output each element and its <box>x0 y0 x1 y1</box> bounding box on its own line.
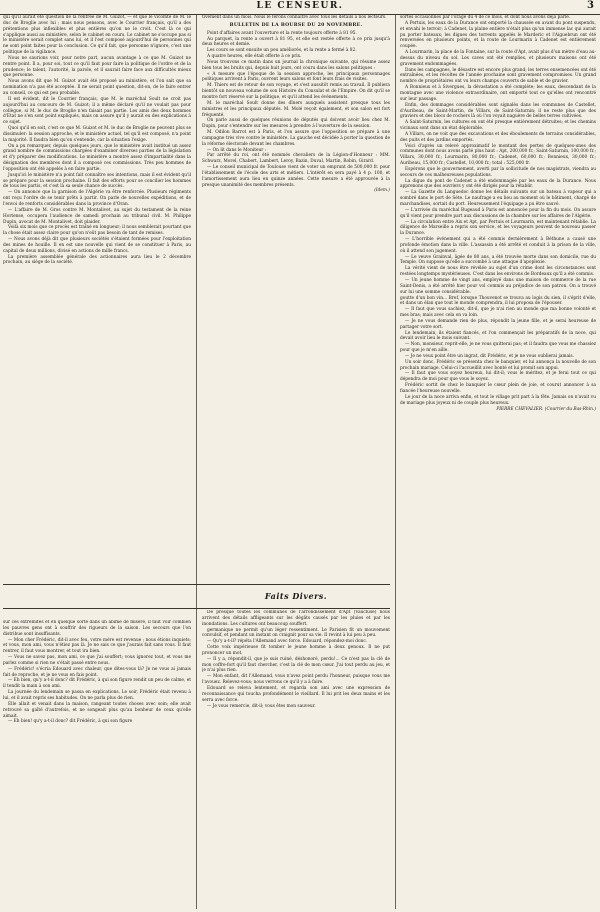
paragraph: Au parquet, la rente a ouvert à 81 95, et elle est restée offerte à ce prix jusqu'à deux heures et demie. <box>202 36 390 48</box>
masthead <box>0 0 600 15</box>
paragraph: — Le conseil municipal de Toulouse vient de voter un emprunt de 500,000 fr. pour l'établissement de l'école des arts et métiers. L'intérêt en sera payé à 4 p. 100, et l'amortissement aura lieu en quinze années. Cette mesure a été approuvée à la presque unanimité des membres présents. <box>202 165 390 188</box>
paragraph: A Villars, on ne voit que des excavations et des éboulements de terrains considérables, des puits et des jardins emportés. <box>400 131 596 143</box>
paragraph: Voici d'après un relevé approximatif le montant des pertes de quelques-unes des communes dont nous avons parlé plus haut : Apt, 200,000 fr.; Saint-Saturnin, 100,000 fr.; Villars, 30,000 fr.; Lourmarin, 80,000 fr.; Cadenet, 60,000 fr.; Bonnieux, 30,000 fr.; Auribeau, 15,000 fr.; Castellet, 10,000 fr.; total : 525,000 fr. <box>400 143 596 167</box>
bourse-heading: BULLETIN DE LA BOURSE DU 20 NOVEMBRE. <box>229 22 363 28</box>
paragraph: Nous trouvons ce matin dans un journal la chronique suivante, qui résume assez bien tous les bruits qui, depuis huit jours, ont couru dans les salons politiques : <box>202 59 390 71</box>
paragraph: sortes occasionnés par l'orage du 4 de ce mois, et dont nous avons déjà parlé. <box>400 15 571 20</box>
paragraph: — Le veuve Grainval, âgée de 80 ans, a été trouvée morte dans son domicile, rue du Temple. On suppose qu'elle a succombé à une attaque d'apoplexie. <box>400 254 596 266</box>
paragraph: — On lit dans le Moniteur : <box>207 147 267 153</box>
paragraph: Enfin, des dommages considérables sont signalés dans les communes de Castellet, d'Auribeau, de Saint-Martin, de Villars, de Saint-Saturnin; il ne reste plus que des graviers et des blocs de rochers là où l'on voyait naguère de belles terres cultivées. <box>400 102 596 120</box>
column-divider <box>395 15 396 909</box>
paragraph: — Il y a, répondit-il, que je suis ruiné, déshonoré, perdu!... Ce n'est pas la clé de mon coffre-fort qu'il faut chercher, c'est la clé de mon cœur. J'ai tout perdu au jeu, et je n'ai plus rien. <box>202 656 390 674</box>
paragraph: Espérons que le gouvernement, averti par la sollicitude de nos magistrats, viendra au secours de ces malheureuses populations. <box>400 166 596 178</box>
paragraph: — Frédéric! s'écria Edouard avec chaleur, que dites-vous là? Je ne vous ai jamais fait de reproche, et je ne vous en fais point. <box>3 666 191 678</box>
paragraph: — L'horrible événement qui a été commis dernièrement à Béthune a causé une profonde émotion dans la ville. L'assassin a été arrêté et conduit à la prison de la ville, où il attend son jugement. <box>400 237 596 254</box>
newspaper-title: LE CENSEUR. <box>256 1 344 11</box>
paragraph: — Je vous remercie, dit-il; vous êtes mon sauveur. <box>207 703 316 709</box>
paragraph: M. Odilon Barrot est à Paris, et l'on assure que l'opposition se prépare à une campagne très vive contre le ministère. La gauche est décidée à porter la question de la réforme électorale devant les chambres. <box>202 130 390 147</box>
column-3 <box>400 15 596 909</box>
paragraph: Elle allait et venait dans la maison, rangeant toutes choses avec soin; elle avait retrouvé sa gaîté d'autrefois, et ne songeait plus qu'au bonheur de ceux qu'elle aimait. <box>3 701 191 719</box>
paragraph: Les cours se sont ensuite un peu améliorés, et la rente a fermé à 82. <box>207 48 357 54</box>
paragraph: — Mon cher Frédéric, dit-il avec feu, votre mère est revenue ; nous étions inquiets; et vous, mon ami, vous n'étiez pas là. Je ne sais ce que j'aurais fait sans vous. Il faut rentrer, il faut vous montrer, et tout ira bien. <box>3 637 191 655</box>
paragraph: — L'arrivée du maréchal Bugeaud à Paris est annoncée pour la fin du mois. On assure qu'il vient pour prendre part aux discussions de la chambre sur les affaires de l'Algérie. <box>400 207 596 219</box>
paragraph: goutte d'un bon vin... Bref, lorsque Thouvenot se trouva au logis du sien, il s'éprit d'elle, et dans un élan que tout le monde comprendra, il lui proposa de l'épouser. <box>400 295 596 307</box>
paragraph: On parle aussi de quelques réunions de députés qui doivent avoir lieu chez M. Dupin, pour s'entendre sur les mesures à prendre à l'ouverture de la session. <box>202 118 390 130</box>
column-1-lower <box>3 620 191 910</box>
paragraph: — Un jeune homme de vingt ans, employé dans une maison de commerce de la rue Saint-Denis, a été arrêté hier pour vol commis au préjudice de son patron. On a trouvé sur lui une somme considérable. <box>400 277 596 295</box>
paragraph: Point d'affaires avant l'ouverture et la rente toujours offerte à 81 95. <box>207 30 357 36</box>
paragraph: — L'affaire de M. Gros contre M. Montalivet, au sujet du testament de la reine Hortense, occupera l'audience de samedi prochain au tribunal civil. M. Philippe Dupin, avocat de M. Montalivet, doit plaider. <box>3 207 191 225</box>
paragraph: qui qu'il aurait été question de la rentrée de M. Guizot, — et que le vicomte de M. le duc de Broglie avec lui ; mais nous pensons, avec le Courrier français, qu'il a des prétentions plus inflexibles et plus entières qu'on ne le croit. C'est là ce qui s'applique aussi au ministère, selon le cabinet en cours. Le cabinet ne s'occupe pas si le ministère serait complet sans lui, et il l'est composé aujourd'hui de personnes qui ne sont point faites pour la conclusion. Ce qu'il fait, que personne n'ignore, c'est une politique de la vigilance. <box>3 15 191 56</box>
paragraph: La première assemblée générale des actionnaires aura lieu le 2 décembre prochain, au siège de la société. <box>3 254 191 266</box>
paragraph: Cette voix impérieuse fit tomber le jeune homme à deux genoux. Il ne put prononcer un mot. <box>202 645 390 656</box>
paragraph: — On annonce que la garnison de l'Algérie va être renforcée. Plusieurs régiments ont reçu l'ordre de se tenir prêts à partir. On parle de nouvelles expéditions, et de l'envoi de renforts considérables dans la province d'Oran. <box>3 190 191 207</box>
paragraph: — Je ne veux point être un ingrat, dit Frédéric, et je ne vous oublierai jamais. <box>405 353 574 359</box>
paragraph: Dans les campagnes, le désastre est encore plus grand; les terres ensemencées ont été entraînées, et les récoltes de l'année prochaine sont gravement compromises. Un grand nombre de propriétaires ont vu leurs champs couverts de sable et de gravier. <box>400 67 596 85</box>
paragraph: — Eh bien, qu'y a-t-il donc? dit Frédéric, à qui son figure rendit un peu de calme, et il tendit la main à son ami. <box>3 678 191 690</box>
paragraph: Un soir donc, Frédéric se présenta chez le banquier, et lui annonça la nouvelle de son prochain mariage. Celui-ci l'accueillit avec bonté et lui promit son appui. <box>400 359 596 371</box>
paragraph: — Mon enfant, dit l'Allemand, vous n'avez point perdu l'honneur, puisque vous me l'avouez. Relevez-vous; nous verrons ce qu'il y a à faire. <box>202 674 390 686</box>
section-rule <box>3 584 390 585</box>
paragraph: Edouard se releva lentement, et regarda son ami avec une expression de reconnaissance qui toucha profondément le vieillard. Il lui prit les deux mains et les serra avec force. <box>202 685 390 703</box>
paragraph: La digue du pont de Cadenet a été endommagée par les eaux de la Durance. Nous apprenons que des ouvriers y ont été dirigés pour la rétablir. <box>400 178 596 190</box>
paragraph: — Non, monsieur, reprit-elle, je ne vous quitterai pas; et il faudra que vous me chassiez pour que je m'en aille. <box>400 342 596 354</box>
paragraph: sur ces extrémités et en quelque sorte dans un abîme de misère, il faut voir combien les pauvres gens ont à souffrir des rigueurs de la saison. Les secours que l'on distribue sont insuffisants. <box>3 620 191 637</box>
column-2 <box>202 15 390 584</box>
author-signature: PIERRE CHEVALIER. (Courrier du Bas-Rhin.) <box>496 406 596 412</box>
paragraph: Le lendemain, ils étaient fiancés, et l'on commençait les préparatifs de la noce, qui devait avoir lieu le mois suivant. <box>400 330 596 342</box>
paragraph: — Qu'y a-t-il? répéta l'Allemand avec force. Edouard, répondez-moi donc. <box>207 639 368 645</box>
paragraph: A Lourmarin, la place de la Fontaine, sur la route d'Apt, avait plus d'un mètre d'eau au-dessus du niveau du sol. Les caves ont été remplies, et plusieurs maisons ont été gravement endommagées. <box>400 50 596 67</box>
paragraph: « A mesure que l'époque de la session approche, les principaux personnages politiques arrivent à Paris, ouvrent leurs salons et font leurs frais de visites. <box>202 71 390 83</box>
paragraph: germanique ne permit qu'un léger ressentiment. Le Parisien fit un mouvement convulsif, et pendant un instant on craignit pour sa vie. Il revint à lui peu à peu. <box>202 627 390 639</box>
source-credit: (Idem.) <box>374 188 390 194</box>
paragraph: — Nous avons déjà dit que plusieurs sociétés s'étaient formées pour l'exploitation des mines de houille. Il en est une nouvelle qui vient de se constituer à Paris, au capital de deux millions, divisé en actions de mille francs. <box>3 237 191 254</box>
paragraph: Frédéric sortit de chez le banquier le cœur plein de joie, et courut annoncer à sa fiancée l'heureuse nouvelle. <box>400 383 596 394</box>
paragraph: Il est évident, dit le Courrier français, que M. le maréchal Soult ne croit pas aujourd'hui au concours de M. Guizot; il a même déclaré qu'il ne voulait pas pour collègue, si M. le duc de Broglie n'en faisait pas partie. Les amis des deux hommes d'Etat ne s'en sont point expliqués, mais on assure qu'il y aurait eu des explications à ce sujet. <box>3 96 191 126</box>
paragraph: — La Gazette du Languedoc donne les détails suivants sur un bateau à vapeur qui a sombré dans le port de Sète. Le naufrage a eu lieu au moment où le bâtiment, chargé de marchandises, sortait du port. Heureusement l'équipage a pu être sauvé. <box>400 190 596 207</box>
paragraph: Jusqu'ici le ministère n'a point fait connaître ses intentions, mais il est évident qu'il se prépare pour la session prochaine. Il fait des efforts pour se concilier les hommes de tous les partis, et c'est là sa seule chance de succès. <box>3 172 191 190</box>
paragraph: — Il faut que vous soyez heureux, lui dit-il; vous le méritez, et je ferai tout ce qui dépendra de moi pour que vous le soyez. <box>400 371 596 383</box>
paragraph: — La circulation entre Aix et Apt, par Pertuis et Lourmarin, est maintenant rétablie. La diligence de Marseille a repris son service, et les voyageurs peuvent de nouveau passer la Durance. <box>400 219 596 237</box>
paragraph: Quoi qu'il en soit, c'est ce que M. Guizot et M. le duc de Broglie ne peuvent plus se dissimuler: la session approche, et le ministère actuel, tel qu'il est composé, n'a point la majorité. Il faudra bien qu'on s'entende, car la situation l'exige. <box>3 126 191 143</box>
paragraph: — Il faut que vous sachiez, dit-il, que je n'ai rien au monde que ma bonne volonté et mes bras; mais avec cela on va loin. <box>400 307 596 319</box>
paragraph: — Vous ne savez pas, mon ami, ce que j'ai souffert; vous ignorez tout, et vous me parlez comme si rien ne s'était passé entre nous. <box>3 655 191 666</box>
paragraph: Le jour de la noce arriva enfin, et tout le village prit part à la fête. Jamais on n'avait vu de mariage plus joyeux ni de couple plus heureux. <box>400 394 596 406</box>
section-rule <box>3 608 390 609</box>
paragraph: M. Thiers est de retour de son voyage, et s'est aussitôt remis au travail. Il publiera bientôt un nouveau volume de son Histoire du Consulat et de l'Empire. On dit qu'il se montre fort réservé sur la politique, et qu'il attend les événements. <box>202 83 390 100</box>
paragraph: Nous ne saurions voir, pour notre part, aucun avantage à ce que M. Guizot ne rentre point. Il a, pour soi, tout ce qu'il faut pour faire la politique de l'ordre et de la prudence; le talent, l'autorité, la parole, et il saurait faire face aux difficultés mieux que personne. <box>3 55 191 79</box>
paragraph: Voilà six mois que ce procès est traîné en longueur; il nous semblerait pourtant que la chose était assez claire pour qu'on n'eût pas besoin de tant de remises. <box>3 225 191 237</box>
paragraph: De presque toutes les communes de l'arrondissement d'Apt (Vaucluse) nous arrivent des détails affligeants sur les dégâts causés par les pluies et par les inondations. Les cultures ont beaucoup souffert. <box>202 610 390 627</box>
column-2-lower <box>202 610 390 910</box>
paragraph: A Saint-Saturnin, les cultures en ont été presque entièrement détruites; et les chemins vicinaux sont dans un état déplorable. <box>400 120 596 132</box>
paragraph: La journée du lendemain se passa en explications. Le soir, Frédéric était revenu à lui, et il avait repris ses habitudes. On ne parla plus de rien. <box>3 690 191 701</box>
paragraph: — Je ne vous demande rien de plus, répondit la jeune fille, et je serai heureuse de partager votre sort. <box>400 318 596 330</box>
paragraph: A quatre heures, elle était offerte à ce prix. <box>207 54 302 60</box>
paragraph: Nous avons dit que M. Guizot avait été proposé au ministère, et l'on sait que sa nomination n'a pas été acceptée. Il ne serait point question, dit-on, de le faire entrer au conseil, ce qui est peu probable. <box>3 79 191 96</box>
paragraph: tivement dans un mois. Nous le ferons connaître avec tous les détails à nos lecteurs. <box>202 15 387 20</box>
section-title: Faits Divers. <box>264 591 328 601</box>
column-1 <box>3 15 191 607</box>
paragraph: — Eh bien! qu'y a-t-il donc? dit Frédéric, à qui son figure <box>8 719 133 725</box>
paragraph: Par arrêté du roi, ont été nommés chevaliers de la Légion-d'Honneur : MM. Schwarz, Morel, Chabert, Lambert, Leroy, Bazin, Duval, Martin, Robin, Girard. <box>202 153 390 165</box>
paragraph: La vérité vient de nous être révélée au sujet d'un crime dont les circonstances sont restées longtemps mystérieuses. C'est dans les environs de Bordeaux qu'il a été commis. <box>400 266 596 278</box>
paragraph: On a pu remarquer, depuis quelques jours, que le ministère avait institué un assez grand nombre de commissions chargées d'examiner diverses parties de la législation et d'y préparer des modifications. Le ministère a montré assez d'impartialité dans la désignation des membres dont il a composé ces commissions. Très peu hommes de l'opposition ont été appelés à en faire partie. <box>3 143 191 172</box>
paragraph: A Pertuis, les eaux de la Durance ont emporté la chaussée en avant du pont suspendu, et envahi le terroir; à Cadenet, la plaine entière n'était plus qu'un immense lac qui aurait pu porter bateaux; les digues des torrents appelés le Marderic et l'Aiguebrun ont été renversées en plusieurs points, et la route de Lourmarin à Cadenet est entièrement coupée. <box>400 20 596 50</box>
paragraph: A Bonnieux et à Sivergues, la dévastation a été complète; les eaux, descendant de la montagne avec une violence extraordinaire, ont emporté tout ce qu'elles ont rencontré sur leur passage. <box>400 85 596 102</box>
column-divider <box>196 15 197 909</box>
paragraph: M. le maréchal Soult donne des dîners auxquels assistent presque tous les ministres et les principaux députés. M. Molé reçoit également, et son salon est fort fréquenté. <box>202 100 390 118</box>
page-number: 3 <box>587 0 594 11</box>
